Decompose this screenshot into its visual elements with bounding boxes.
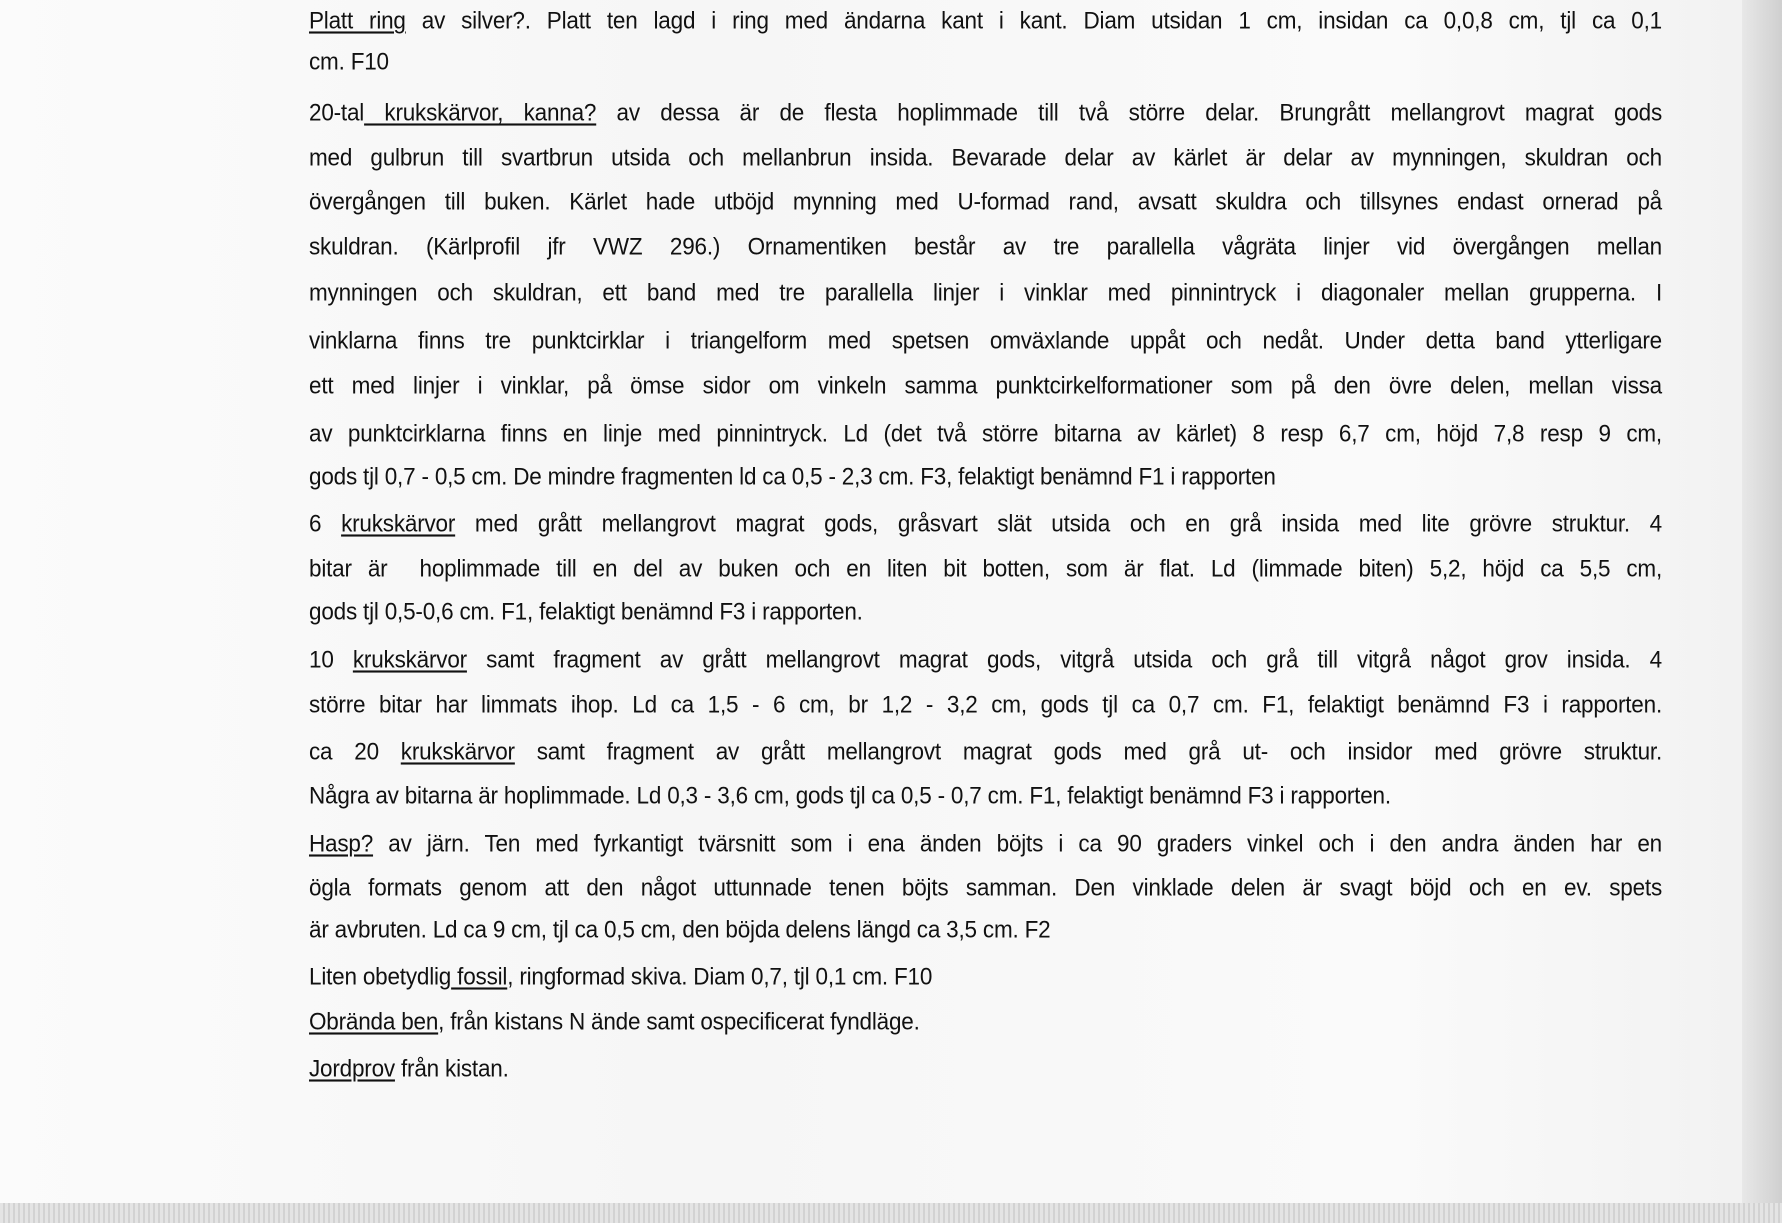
text-segment: gods tjl 0,5-0,6 cm. F1, felaktigt benämnd F3 i rapporten. [309,598,863,625]
entry-1-line [309,326,1662,356]
text-segment: av punktcirklarna finns en linje med pinnintryck. Ld (det två större bitarna av kärlet) 8 resp 6,7 cm, höjd 7,8 resp 9 cm, [309,420,1662,447]
entry-1-line [309,278,1662,308]
text-segment: 6 [309,510,342,537]
entry-4-line [309,781,1391,811]
text-segment: är avbruten. Ld ca 9 cm, tjl ca 0,5 cm, den böjda delens längd ca 3,5 cm. F2 [309,916,1051,943]
find-name: Platt ring [309,7,406,34]
entry-5-line [309,915,1050,945]
text-segment: cm. F10 [309,48,389,75]
text-segment: ett med linjer i vinklar, på ömse sidor om vinkeln samma punktcirkelformationer som på den övre delen, mellan vissa [309,372,1662,399]
text-segment: bitar är hoplimmade till en del av buken och en liten bit botten, som är flat. Ld (limmade biten) 5,2, höjd ca 5,5 cm, [309,555,1662,582]
text-segment: från kistan. [394,1055,509,1082]
text-segment: Några av bitarna är hoplimmade. Ld 0,3 - 3,6 cm, gods tjl ca 0,5 - 0,7 cm. F1, felaktigt benämnd F3 i rapporten. [309,782,1391,809]
text-segment: skuldran. (Kärlprofil jfr VWZ 296.) Ornamentiken består av tre parallella vågräta linjer vid övergången mellan [309,233,1662,260]
text-segment: samt fragment av grått mellangrovt magrat gods med grå ut- och insidor med grövre struktur. [514,738,1662,765]
text-segment: Liten obetydlig [309,963,452,990]
find-name: Hasp? [309,830,374,857]
entry-2-line [309,554,1662,584]
find-name: Jordprov [309,1055,395,1082]
text-segment: , från kistans N ände samt ospecificerat fyndläge. [438,1008,920,1035]
entry-6-line [309,962,932,992]
find-name: krukskärvor [400,738,515,765]
text-segment: med grått mellangrovt magrat gods, gråsvart slät utsida och en grå insida med lite grövre struktur. 4 [455,510,1662,537]
entry-4-line [309,737,1662,767]
text-segment: övergången till buken. Kärlet hade utböjd mynning med U-formad rand, avsatt skuldra och tillsynes endast ornerad på [309,188,1662,215]
find-name: krukskärvor, kanna? [364,99,597,126]
entry-0-line [309,6,1662,36]
entry-1-line [309,462,1276,492]
text-segment: , ringformad skiva. Diam 0,7, tjl 0,1 cm. F10 [507,963,933,990]
entry-0-line [309,47,389,77]
entry-1-line [309,232,1662,262]
entry-8-line [309,1054,509,1084]
entry-3-line [309,645,1662,675]
text-segment: större bitar har limmats ihop. Ld ca 1,5 - 6 cm, br 1,2 - 3,2 cm, gods tjl ca 0,7 cm. F1, felaktigt benämnd F3 i rapporten. [309,691,1662,718]
text-segment: ögla formats genom att den något uttunnade tenen böjts samman. Den vinklade delen är svagt böjd och en ev. spets [309,874,1662,901]
text-segment: av dessa är de flesta hoplimmade till två större delar. Brungrått mellangrovt magrat gods [596,99,1662,126]
text-segment: 10 [309,646,353,673]
text-segment: vinklarna finns tre punktcirklar i triangelform med spetsen omväxlande uppåt och nedåt. Under detta band ytterligare [309,327,1662,354]
find-name: fossil [451,963,508,990]
entry-2-line [309,509,1662,539]
entry-5-line [309,829,1662,859]
entry-2-line [309,597,863,627]
entry-1-line [309,187,1662,217]
text-segment: mynningen och skuldran, ett band med tre parallella linjer i vinklar med pinnintryck i diagonaler mellan grupperna. I [309,279,1662,306]
entry-1-line [309,371,1662,401]
text-segment: av järn. Ten med fyrkantigt tvärsnitt som i ena änden böjts i ca 90 graders vinkel och i den andra änden har en [373,830,1662,857]
entry-1-line [309,143,1662,173]
entry-5-line [309,873,1662,903]
text-segment: gods tjl 0,7 - 0,5 cm. De mindre fragmenten ld ca 0,5 - 2,3 cm. F3, felaktigt benämnd F1 i rapporten [309,463,1276,490]
text-segment: samt fragment av grått mellangrovt magrat gods, vitgrå utsida och grå till vitgrå något grov insida. 4 [466,646,1662,673]
text-segment: 20-tal [309,99,365,126]
find-name: krukskärvor [341,510,456,537]
entry-7-line [309,1007,920,1037]
text-segment: av silver?. Platt ten lagd i ring med ändarna kant i kant. Diam utsidan 1 cm, insidan ca 0,0,8 cm, tjl ca 0,1 [405,7,1662,34]
text-segment: ca 20 [309,738,401,765]
scan-edge-bottom [0,1203,1782,1223]
scan-edge-right [1742,0,1782,1223]
find-name: Obrända ben [309,1008,439,1035]
text-segment: med gulbrun till svartbrun utsida och mellanbrun insida. Bevarade delar av kärlet är delar av mynningen, skuldran och [309,144,1662,171]
entry-3-line [309,690,1662,720]
find-name: krukskärvor [352,646,467,673]
entry-1-line [309,419,1662,449]
entry-1-line [309,98,1662,128]
